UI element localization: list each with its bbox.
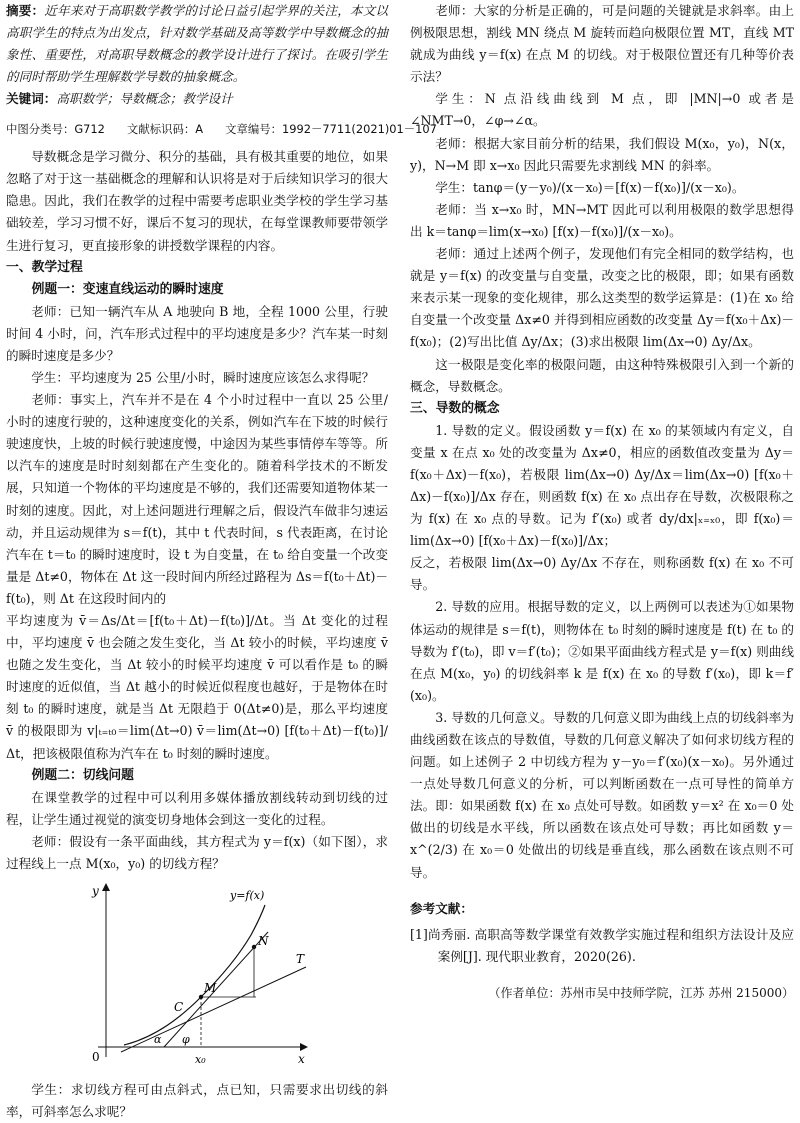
x0-label: x₀ — [195, 1053, 206, 1066]
curve-label: y=f(x) — [230, 889, 265, 902]
paragraph: 学生：求切线方程可由点斜式，点已知，只需要求出切线的斜率，可斜率怎么求呢？ — [6, 1082, 388, 1120]
paragraph: 1. 导数的定义。假设函数 y＝f(x) 在 x₀ 的某领域内有定义，自变量 x 在点 x₀ 处的改变量为 Δx≠0，相应的函数值改变量为 Δy＝f(x₀＋Δx)－f(x₀)，若极限 lim(Δx→0) Δy/Δx＝lim(Δx→0) [f(x₀＋Δx)－f(x₀)]/Δx 存在，则函数 f(x) 在 x₀ 点出存在导数，次极限称之为 f(x) 在 x₀ 点的导数。记为 f′(x₀) 或者 dy/dx|ₓ₌ₓ₀，即 f(x₀)＝lim(Δx→0) [f(x₀＋Δx)－f(x₀)]/Δx； — [410, 422, 794, 549]
author-affiliation: （作者单位：苏州市吴中技师学院，江苏 苏州 215000） — [488, 985, 794, 1000]
paragraph: 老师：通过上述两个例子，发现他们有完全相同的数学结构，也就是 y＝f(x) 的改变量与自变量，改变之比的极限，即；如果有函数来表示某一现象的变化规律，那么这类型的数学运算是：(1)在 x₀ 给自变量一个改变量 Δx≠0 并得到相应函数的改变量 Δy＝f(x₀＋Δx)－f(x₀)；(2)写出比值 Δy/Δx；(3)求出极限 lim(Δx→0) Δy/Δx。 — [410, 246, 794, 350]
phi-label: φ — [182, 1033, 190, 1046]
section-heading-1: 一、教学过程 — [6, 259, 83, 275]
x-axis-label: x — [298, 1052, 305, 1066]
point-m — [199, 995, 203, 999]
clc-number: 中图分类号：G712 — [6, 122, 105, 137]
paragraph: 2. 导数的应用。根据导数的定义，以上两例可以表述为①如果物体运动的规律是 s＝f(t)，则物体在 t₀ 时刻的瞬时速度是 f(t) 在 t₀ 的导数为 f′(t₀)，即 v＝f′(t₀)；②如果平面曲线方程式是 y＝f(x) 则曲线在点 M(x₀，y₀) 的切线斜率 k 是 f(x) 在 x₀ 的导数 f′(x₀)，即 k＝f′(x₀)。 — [410, 599, 794, 703]
paragraph: 平均速度为 v̄＝Δs/Δt＝[f(t₀＋Δt)－f(t₀)]/Δt。当 Δt 变化的过程中，平均速度 v̄ 也会随之发生变化，当 Δt 较小的时候，平均速度 v̄ 也随之发生变化，当 Δt 较小的时候平均速度 v̄ 可以看作是 t₀ 的瞬时速度的近似值，当 Δt 越小的时候近似程度也越好，于是物体在时刻 t₀ 的瞬时速度，就是当 Δt 无限趋于 0(Δt≠0)是，那么平均速度 v̄ 的极限即为 v|ₜ₌ₜ₀＝lim(Δt→0) v̄＝lim(Δt→0) [f(t₀＋Δt)－f(t₀)]/Δt，把该极限值称为汽车在 t₀ 时刻的瞬时速度。 — [6, 612, 388, 761]
paragraph: 老师：当 x→x₀ 时，MN→MT 因此可以利用极限的数学思想得出 k＝tanφ＝lim(x→x₀) [f(x)－f(x₀)]/(x－x₀)。 — [410, 201, 794, 239]
keywords-label: 关键词： — [6, 91, 57, 106]
paragraph: 老师：根据大家目前分析的结果，我们假设 M(x₀，y₀)，N(x，y)，N→M 即 x→x₀ 因此只需要先求割线 MN 的斜率。 — [410, 135, 794, 173]
keywords-text: 高职数学；导数概念；教学设计 — [56, 91, 233, 106]
abstract — [6, 0, 388, 88]
abstract-label: 摘要： — [6, 3, 45, 18]
point-c-label: C — [174, 1000, 184, 1014]
example-2-heading: 例题二：切线问题 — [31, 767, 134, 783]
tangent-label: T — [296, 952, 305, 966]
paragraph: 3. 导数的几何意义。导数的几何意义即为曲线上点的切线斜率为曲线函数在该点的导数值，导数的几何意义解决了如何求切线方程的问题。如上述例子 2 中切线方程为 y－y₀＝f′(x₀)(x－x₀)。另外通过一点处导数几何意义的分析，可以判断函数在一点可导性的简单方法。即：如果函数 f(x) 在 x₀ 点处可导数。如函数 y＝x² 在 x₀＝0 处做出的切线是水平线，所以函数在该点处可导数；再比如函数 y＝x^(2/3) 在 x₀＝0 处做出的切线是垂直线，那么函数在该点则不可导。 — [410, 709, 794, 880]
formula-paragraph: 学生：tanφ＝(y－y₀)/(x－x₀)＝[f(x)－f(x₀)]/(x－x₀)。 — [435, 179, 745, 195]
tangent-line — [121, 967, 306, 1052]
origin-label: 0 — [92, 1050, 100, 1064]
paragraph: 老师：已知一辆汽车从 A 地驶向 B 地，全程 1000 公里，行驶时间 4 小时，问，汽车形式过程中的平均速度是多少？汽车某一时刻的瞬时速度是多少？ — [6, 303, 388, 363]
abstract-text: 近年来对于高职数学教学的讨论日益引起学界的关注，本文以高职学生的特点为出发点，针对数学基础及高等数学中导数概念的抽象性、重要性，对高职导数概念的教学设计进行了探讨。在吸引学生的同时帮助学生理解数学导数的抽象概念。 — [6, 3, 389, 84]
references-heading: 参考文献： — [410, 900, 473, 916]
paragraph: 学生：N 点沿线曲线到 M 点，即 |MN|→0 或者是 ∠NMT→0，∠φ→∠α。 — [410, 91, 794, 129]
reference-item: [1]尚秀丽. 高职高等数学课堂有效教学实施过程和组织方法设计及应案例[J]. 现代职业教育，2020(26). — [410, 926, 794, 964]
paragraph: 老师：事实上，汽车并不是在 4 个小时过程中一直以 25 公里/小时的速度行驶的，这种速度变化的关系，例如汽车在下坡的时候行驶速度快，上坡的时候行驶速度慢，中途因为某些事情停车等等。所以汽车的速度是时时刻刻都在产生变化的。随着科学技术的不断发展，只知道一个物体的平均速度是不够的，我们还需要知道物体某一时刻的速度。因此，对上述问题进行理解之后，假设汽车做非匀速运动，并且运动规律为 s＝f(t)，其中 t 代表时间，s 代表距离，在讨论汽车在 t＝t₀ 的瞬时速度时，设 t 为自变量，在 t₀ 给自变量一个改变量是 Δt≠0，物体在 Δt 这一段时间内所经过路程为 Δs＝f(t₀＋Δt)－f(t₀)，则 Δt 在这段时间内的 — [6, 392, 388, 606]
paragraph: 老师：假设有一条平面曲线，其方程式为 y＝f(x)（如下图），求过程线上一点 M(x₀，y₀) 的切线方程？ — [6, 833, 388, 871]
doc-code: 文献标识码：A — [126, 122, 204, 137]
keywords — [6, 88, 388, 110]
left-column — [6, 0, 437, 1123]
paragraph: 在课堂教学的过程中可以利用多媒体播放割线转动到切线的过程，让学生通过视觉的演变切身地体会到这一变化的过程。 — [6, 789, 388, 827]
paragraph: 学生：平均速度为 25 公里/小时，瞬时速度应该怎么求得呢？ — [31, 369, 375, 385]
y-axis-label: y — [92, 884, 99, 898]
point-n — [252, 945, 256, 949]
tangent-diagram — [6, 877, 388, 1073]
intro-paragraph: 导数概念是学习微分、积分的基础，具有极其重要的地位，如果忽略了对于这一基础概念的理解和认识将是对于后续知识学习的很大隐患。因此，我们在教学的过程中需要考虑职业类学校的学生学习基础较差，学习习惯不好，课后不复习的现状，在每堂课教师要带领学生进行复习，更直接形象的讲授数学课程的内容。 — [6, 149, 388, 253]
alpha-label: α — [154, 1033, 162, 1046]
right-column — [410, 0, 794, 1004]
example-1-heading: 例题一：变速直线运动的瞬时速度 — [31, 281, 224, 297]
classification-line — [6, 118, 437, 140]
tangent-figure — [6, 877, 388, 1073]
article-number: 文章编号：1992－7711(2021)01－107 — [225, 122, 437, 137]
paragraph: 老师：大家的分析是正确的，可是问题的关键就是求斜率。由上例极限思想，割线 MN 绕点 M 旋转而趋向极限位置 MT，直线 MT 就成为曲线 y＝f(x) 在点 M 的切线。对于极限位置还有几种等价表示法？ — [410, 3, 794, 85]
point-m-label: M — [204, 981, 217, 995]
paragraph: 这一极限是变化率的极限问题，由这种特殊极限引入到一个新的概念，导数概念。 — [410, 356, 794, 394]
paragraph: 反之，若极限 lim(Δx→0) Δy/Δx 不存在，则称函数 f(x) 在 x₀ 不可导。 — [410, 555, 794, 593]
section-heading-3: 三、导数的概念 — [410, 400, 500, 416]
point-n-label: N — [258, 934, 269, 948]
curve — [124, 905, 265, 1045]
